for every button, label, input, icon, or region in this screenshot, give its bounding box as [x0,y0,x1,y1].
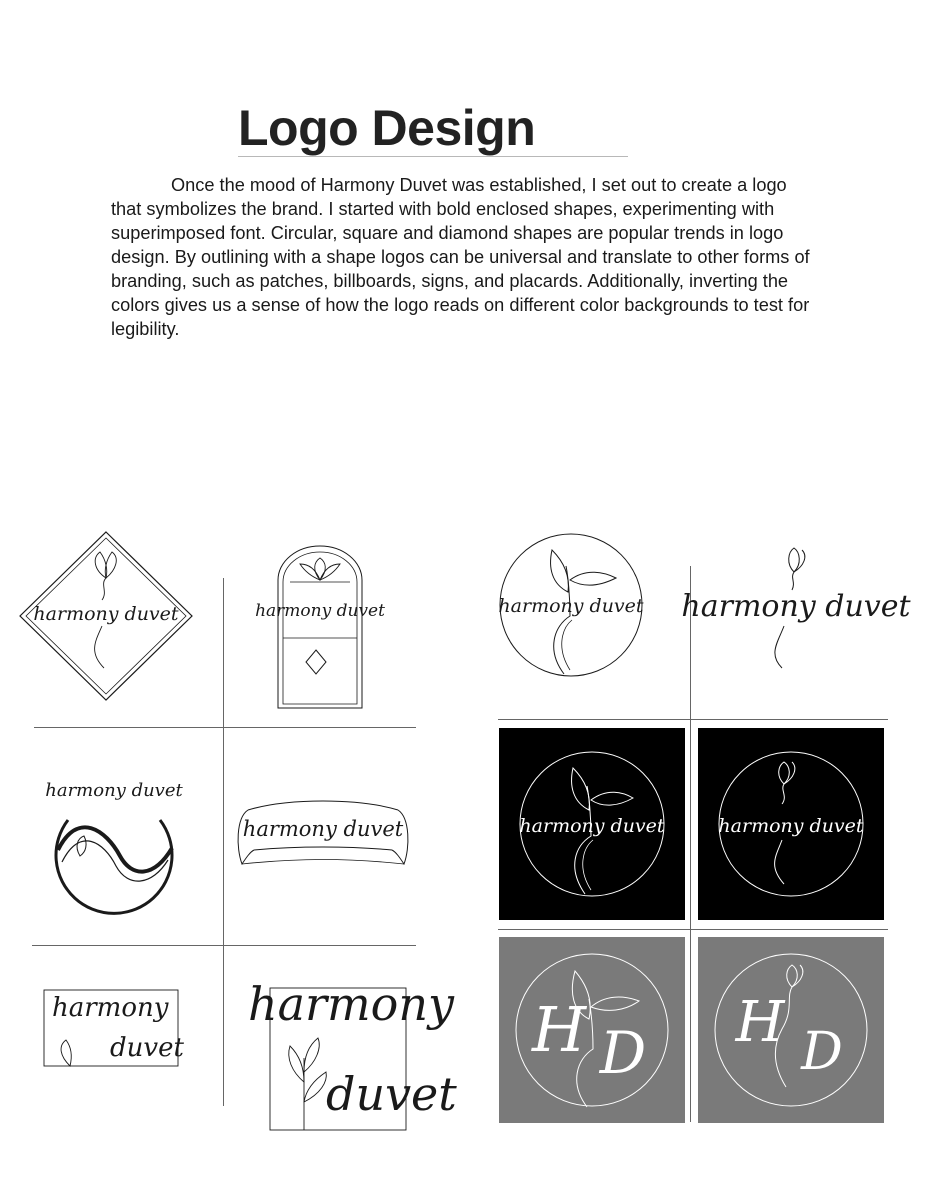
logo-stacked-small [40,976,196,1072]
logo-word-harmony: harmony [248,977,454,1031]
logo-banner [228,788,418,878]
intro-paragraph: Once the mood of Harmony Duvet was established, I set out to create a logo that symbolizes the brand. I started with bold enclosed shapes, experimenting with superimposed font. Circular, square and diamond shapes are popular trends in logo design. By outlining with a shape logos can be universal and translate to other forms of branding, such as patches, billboards, signs, and placards. Additionally, inverting the colors gives us a sense of how the logo reads on different color backgrounds to test for legibility. [111,175,810,339]
logo-wordmark: harmony duvet [33,603,179,625]
grid-divider [690,566,691,1122]
monogram-d: D [599,1019,647,1087]
logo-monogram-sprout [499,937,685,1123]
logo-stacked-large [244,962,457,1148]
page-title: Logo Design [238,100,536,156]
logo-wordmark: harmony duvet [255,601,385,621]
logo-word-duvet: duvet [110,1033,184,1063]
logo-sprout-circle [496,530,646,680]
logo-inverted-flower [698,728,884,920]
title-underline [238,156,628,157]
grid-divider [498,929,888,930]
logo-arch [252,542,388,712]
logo-inverted-sprout [499,728,685,920]
logo-open-wordmark [681,542,911,672]
logo-wordmark: harmony duvet [718,815,864,837]
grid-divider [498,719,888,720]
logo-wave-circle [44,770,184,910]
monogram-d: D [801,1022,843,1082]
grid-divider [32,945,416,946]
logo-wordmark: harmony duvet [242,817,404,841]
logo-wordmark: harmony duvet [681,589,911,624]
grid-divider [34,727,416,728]
logo-monogram-flower [698,937,884,1123]
logo-wordmark: harmony duvet [45,780,183,801]
logo-wordmark: harmony duvet [519,815,665,837]
monogram-h: H [735,990,785,1055]
logo-wordmark: harmony duvet [498,595,644,617]
logo-word-harmony: harmony [52,993,169,1023]
logo-word-duvet: duvet [326,1067,457,1121]
logo-diamond [16,528,196,704]
monogram-h: H [531,993,587,1066]
grid-divider [223,578,224,1106]
